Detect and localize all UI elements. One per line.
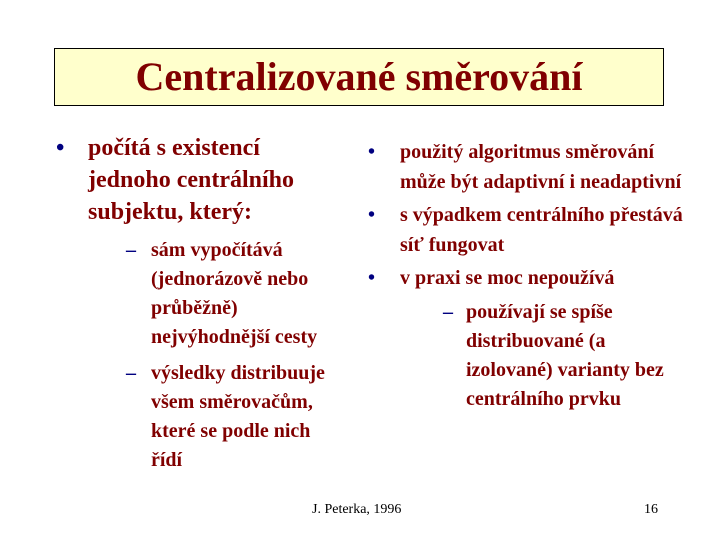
right-sub-list	[400, 298, 686, 414]
slide-title: Centralizované směrování	[135, 54, 583, 99]
left-column	[56, 132, 346, 482]
right-bullet-list	[366, 138, 686, 414]
bullet-icon: •	[368, 141, 376, 163]
sub-bullet-text: používají se spíše distribuované (a izolované) varianty bez centrálního prvku	[466, 300, 664, 410]
list-item	[366, 138, 686, 197]
footer-author: J. Peterka, 1996	[312, 502, 402, 517]
dash-icon: –	[443, 300, 453, 323]
bullet-text: počítá s existencí jednoho centrálního subjektu, který:	[88, 135, 295, 225]
bullet-text: s výpadkem centrálního přestává síť fungovat	[400, 204, 683, 256]
bullet-text: v praxi se moc nepoužívá	[400, 267, 615, 289]
bullet-icon: •	[368, 267, 376, 289]
title-box	[54, 48, 664, 106]
sub-list-item	[88, 236, 346, 352]
left-sub-list	[88, 236, 346, 475]
dash-icon: –	[126, 362, 136, 384]
list-item	[56, 132, 346, 475]
bullet-icon: •	[56, 135, 65, 161]
dash-icon: –	[126, 239, 136, 261]
sub-list-item	[400, 298, 686, 414]
left-bullet-list	[56, 132, 346, 475]
page-number: 16	[644, 502, 658, 517]
sub-bullet-text: sám vypočítává (jednorázově nebo průběžně) nejvýhodnější cesty	[151, 239, 318, 348]
bullet-icon: •	[368, 204, 376, 226]
sub-bullet-text: výsledky distribuuje všem směrovačům, které se podle nich řídí	[151, 362, 325, 471]
bullet-text: použitý algoritmus směrování může být adaptivní i neadaptivní	[400, 141, 682, 193]
list-item	[366, 264, 686, 414]
list-item	[366, 201, 686, 260]
sub-list-item	[88, 359, 346, 475]
right-column	[366, 138, 686, 418]
